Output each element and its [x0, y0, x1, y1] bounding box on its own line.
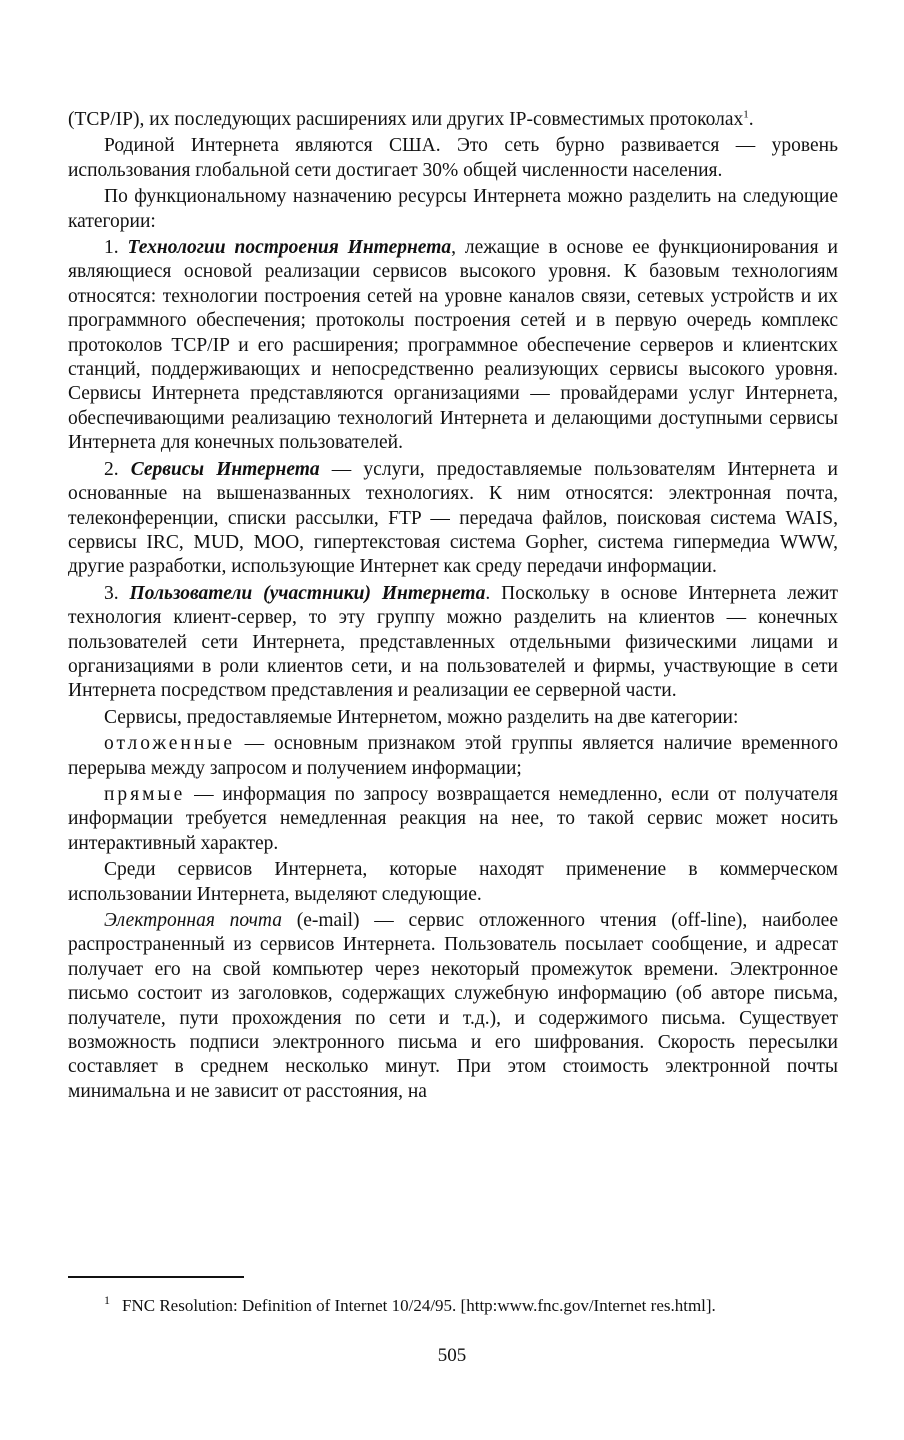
item-number: 2. [104, 458, 131, 480]
list-item-users [68, 582, 838, 704]
item-number: 3. [104, 582, 130, 604]
footnote-text: FNC Resolution: Definition of Internet 10/24/95. [http:www.fnc.gov/Internet res.html]. [122, 1296, 716, 1315]
footnote-reference: 1 [743, 108, 749, 121]
page-body [68, 108, 838, 1106]
footnote-mark: 1 [104, 1293, 110, 1308]
email-term: Электронная почта [104, 910, 282, 931]
category-deferred [68, 732, 838, 781]
category-term: отложенные [104, 733, 236, 755]
category-text: — информация по запросу возвращается немедленно, если от получателя информации требуется немедленная реакция на нее, то такой сервис может носить интерактивный характер. [68, 783, 838, 854]
paragraph-commercial: Среди сервисов Интернета, которые находят применение в коммерческом использовании Интернета, выделяют следующие. [68, 859, 838, 905]
paragraph-end: . [748, 109, 754, 130]
paragraph-email [68, 909, 838, 1104]
category-term: прямые [104, 783, 186, 805]
item-title: Сервисы Интернета [130, 458, 320, 480]
item-title: Пользователи (участники) Интернета [129, 582, 486, 604]
item-text: . Поскольку в основе Интернета лежит технология клиент-сервер, то эту группу можно разделить на клиентов — конечных пользователей сети Интернета, представленных отдельными физическими лицами и организациями в роли клиентов сети, и на пользователей и фирмы, участвующие в сети Интернета посредством представления и реализации ее серверной части. [68, 582, 839, 702]
list-item-technologies [68, 236, 838, 456]
item-title: Технологии построения Интернета [127, 237, 452, 259]
paragraph-two-categories: Сервисы, предоставляемые Интернетом, можно разделить на две категории: [104, 706, 739, 728]
paragraph-usa: Родиной Интернета являются США. Это сеть бурно развивается — уровень использования глобальной сети достигает 30% общей численности населения. [68, 135, 838, 181]
paragraph-text: (TCP/IP), их последующих расширениях или других IP-совместимых протоколах [68, 109, 744, 130]
category-text: — основным признаком этой группы является наличие временного перерыва между запросом и получением информации; [68, 733, 838, 779]
paragraph-protocols [68, 108, 838, 132]
page-number: 505 [437, 1345, 467, 1366]
item-text: , лежащие в основе ее функционирования и являющиеся основой реализации сервисов высокого уровня. К базовым технологиям относятся: технологии построения сетей на уровне каналов связи, сетевых устройств и их программного обеспечения; протоколы построения сетей и в первую очередь комплекс протоколов TCP/IP и его расширения; программное обеспечение серверов и клиентских станций, поддерживающих и непосредственно реализующих сервисы высокого уровня. Сервисы Интернета представляются организациями — провайдерами услуг Интернета, обеспечивающими реализацию технологий Интернета и делающими доступными сервисы Интернета для конечных пользователей. [68, 237, 838, 454]
list-item-services [68, 458, 838, 580]
item-text: — услуги, предоставляемые пользователям Интернета и основанные на вышеназванных технологиях. К ним относятся: электронная почта, телеконференции, списки рассылки, FTP — передача файлов, поисковая система WAIS, сервисы IRC, MUD, MOO, гипертекстовая система Gopher, система гипермедиа WWW, другие разработки, использующие Интернет как среду передачи информации. [68, 458, 838, 578]
paragraph-categories-intro: По функциональному назначению ресурсы Интернета можно разделить на следующие категории: [68, 186, 838, 232]
email-text: (e-mail) — сервис отложенного чтения (off-line), наиболее распространенный из сервисов Интернета. Пользователь посылает сообщение, и адресат получает его на свой компьютер через некоторый промежуток времени. Электронное письмо состоит из заголовков, содержащих служебную информацию (об авторе письма, получателе, пути прохождения по сети и т.д.), и содержимого письма. Существует возможность подписи электронного письма и его шифрования. Скорость пересылки составляет в среднем несколько минут. При этом стоимость электронной почты минимальна и не зависит от расстояния, на [68, 910, 838, 1102]
item-number: 1. [104, 237, 128, 259]
category-direct [68, 783, 838, 856]
footnote [104, 1295, 844, 1317]
footnote-divider [68, 1276, 244, 1278]
